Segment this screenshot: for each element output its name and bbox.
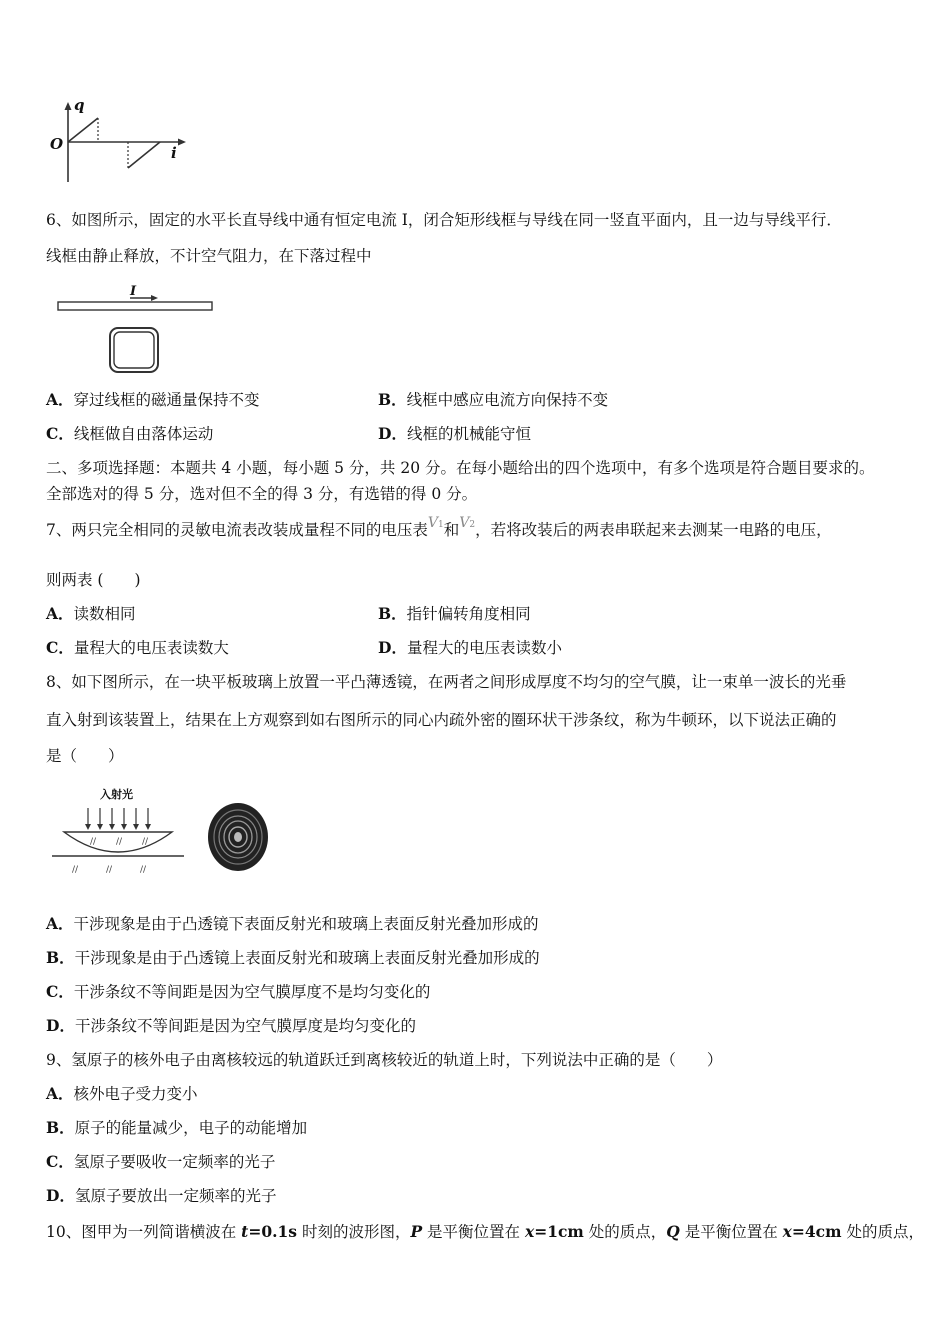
option-text: 量程大的电压表读数小: [406, 639, 562, 657]
q7-line1: [46, 515, 832, 543]
q8-option-a[interactable]: [46, 914, 539, 934]
option-text: 干涉条纹不等间距是因为空气膜厚度是均匀变化的: [74, 1017, 416, 1035]
option-key: B．: [378, 604, 407, 623]
option-text: 线框的机械能守恒: [406, 425, 531, 443]
option-key: A．: [46, 604, 74, 623]
option-text: 干涉现象是由于凸透镜下表面反射光和玻璃上表面反射光叠加形成的: [73, 915, 539, 933]
q7-pre: 7、两只完全相同的灵敏电流表改装成量程不同的电压表: [46, 521, 428, 539]
option-text: 干涉条纹不等间距是因为空气膜厚度不是均匀变化的: [73, 983, 431, 1001]
q6-option-d[interactable]: [378, 424, 531, 444]
option-text: 线框做自由落体运动: [73, 425, 214, 443]
q10-text-4: 处的质点，: [583, 1223, 667, 1241]
section2-line2: 全部选对的得 5 分，选对但不全的得 3 分，有选错的得 0 分。: [46, 485, 478, 503]
q7-option-c[interactable]: [46, 638, 229, 658]
i-axis-label: i: [171, 144, 177, 162]
q9-option-d[interactable]: [46, 1186, 276, 1206]
var-q: Q: [666, 1222, 680, 1241]
var-x1: x: [524, 1222, 535, 1241]
v1-letter: V: [427, 515, 438, 531]
option-key: D．: [378, 638, 407, 657]
incident-light-label: 入射光: [100, 788, 133, 801]
q6-option-c[interactable]: [46, 424, 213, 444]
q8-line3: 是（ ）: [46, 747, 124, 765]
svg-text://: //: [106, 865, 113, 875]
q9-line1: 9、氢原子的核外电子由离核较远的轨道跃迁到离核较近的轨道上时，下列说法中正确的是（ ）: [46, 1051, 723, 1069]
q10-line1: [46, 1222, 924, 1242]
option-key: A．: [46, 1084, 74, 1103]
origin-label: O: [50, 135, 64, 153]
option-key: A．: [46, 914, 74, 933]
option-key: B．: [378, 390, 407, 409]
option-key: A．: [46, 390, 74, 409]
q6-line1: 6、如图所示，固定的水平长直导线中通有恒定电流 I，闭合矩形线框与导线在同一竖直平面内，且一边与导线平行．: [46, 211, 842, 229]
var-p: P: [410, 1222, 423, 1241]
wire-frame-figure: [56, 284, 216, 378]
q10-text-3: 是平衡位置在: [422, 1223, 525, 1241]
q10-text-6: 处的质点，: [841, 1223, 924, 1241]
q9-option-b[interactable]: [46, 1118, 307, 1138]
var-t: t: [241, 1222, 249, 1241]
q8-line2: 直入射到该装置上，结果在上方观察到如右图所示的同心内疏外密的圈环状干涉条纹，称为牛顿环，以下说法正确的: [46, 711, 837, 729]
option-key: C．: [46, 424, 74, 443]
q6-option-b[interactable]: [378, 390, 608, 410]
v2-subscript: 2: [469, 520, 476, 530]
option-text: 氢原子要放出一定频率的光子: [74, 1187, 277, 1205]
option-key: B．: [46, 1118, 75, 1137]
option-key: C．: [46, 982, 74, 1001]
svg-text://: //: [140, 865, 147, 875]
q-axis-label: q: [74, 96, 85, 114]
option-text: 核外电子受力变小: [73, 1085, 198, 1103]
t-value: =0.1s: [248, 1222, 298, 1241]
q-i-graph: [46, 96, 196, 190]
option-text: 指针偏转角度相同: [406, 605, 531, 623]
x2-value: =4cm: [791, 1222, 842, 1241]
option-key: C．: [46, 1152, 74, 1171]
option-text: 干涉现象是由于凸透镜上表面反射光和玻璃上表面反射光叠加形成的: [74, 949, 540, 967]
svg-text://: //: [90, 837, 97, 847]
v2-symbol: [459, 515, 475, 531]
v2-letter: V: [459, 515, 470, 531]
svg-text://: //: [142, 837, 149, 847]
x1-value: =1cm: [534, 1222, 584, 1241]
q8-line1: 8、如下图所示，在一块平板玻璃上放置一平凸薄透镜，在两者之间形成厚度不均匀的空气膜，让一束单一波长的光垂: [46, 673, 847, 691]
q6-option-a[interactable]: [46, 390, 260, 410]
var-x2: x: [782, 1222, 792, 1241]
option-text: 线框中感应电流方向保持不变: [406, 391, 609, 409]
q7-option-d[interactable]: [378, 638, 562, 658]
svg-text://: //: [72, 865, 79, 875]
svg-text://: //: [116, 837, 123, 847]
q7-option-b[interactable]: [378, 604, 531, 624]
section2-line1: 二、多项选择题：本题共 4 小题，每小题 5 分，共 20 分。在每小题给出的四个选项中，有多个选项是符合题目要求的。: [46, 459, 875, 477]
q10-text-2: 时刻的波形图，: [297, 1223, 411, 1241]
q8-option-b[interactable]: [46, 948, 540, 968]
v1-subscript: 1: [438, 520, 444, 530]
option-key: D．: [46, 1186, 75, 1205]
option-text: 氢原子要吸收一定频率的光子: [73, 1153, 276, 1171]
option-text: 穿过线框的磁通量保持不变: [73, 391, 260, 409]
option-key: C．: [46, 638, 74, 657]
option-key: D．: [46, 1016, 75, 1035]
newton-rings-figure: [204, 800, 274, 878]
q7-line2: 则两表 ( ): [46, 571, 141, 589]
q7-post: ，若将改装后的两表串联起来去测某一电路的电压，: [475, 521, 832, 539]
q8-option-c[interactable]: [46, 982, 430, 1002]
q9-option-c[interactable]: [46, 1152, 275, 1172]
option-key: D．: [378, 424, 407, 443]
option-text: 原子的能量减少，电子的动能增加: [74, 1119, 308, 1137]
current-label: I: [130, 284, 137, 299]
q9-option-a[interactable]: [46, 1084, 198, 1104]
q8-option-d[interactable]: [46, 1016, 416, 1036]
q7-option-a[interactable]: [46, 604, 136, 624]
q10-text-5: 是平衡位置在: [679, 1223, 783, 1241]
option-text: 读数相同: [73, 605, 136, 623]
lens-figure: [48, 786, 188, 882]
q7-mid: 和: [443, 521, 460, 539]
option-key: B．: [46, 948, 75, 967]
q6-line2: 线框由静止释放，不计空气阻力，在下落过程中: [46, 247, 372, 265]
q10-text-1: 10、图甲为一列简谐横波在: [46, 1223, 242, 1241]
v1-symbol: [428, 515, 444, 531]
option-text: 量程大的电压表读数大: [73, 639, 229, 657]
